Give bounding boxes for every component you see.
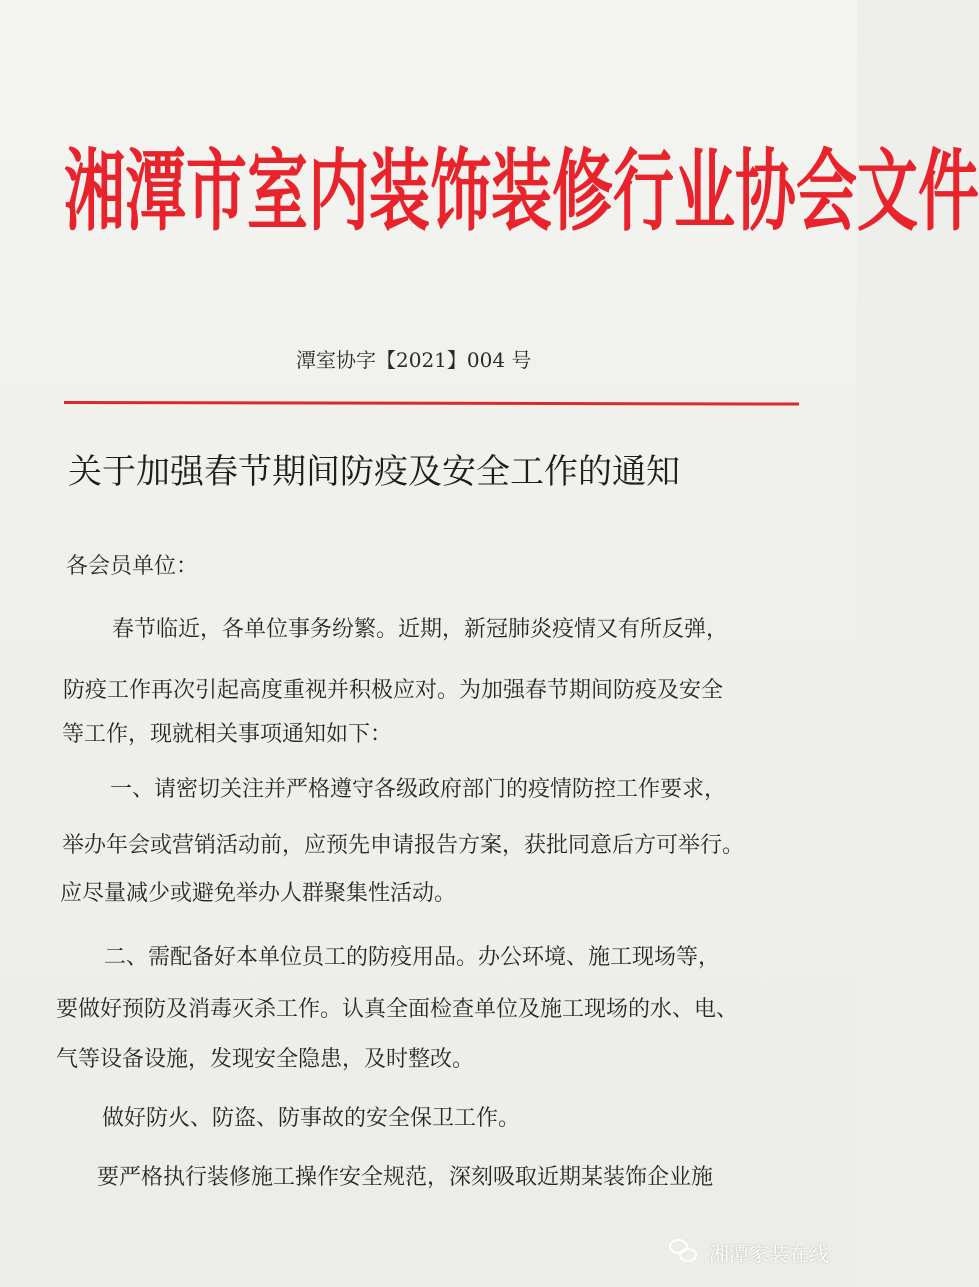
org-title: 湘潭市室内装饰装修行业协会文件 [64, 140, 979, 244]
body-line: 要做好预防及消毒灭杀工作。认真全面检查单位及施工现场的水、电、 [56, 997, 739, 1022]
body-line: 气等设备设施，发现安全隐患，及时整改。 [56, 1047, 475, 1072]
body-line: 举办年会或营销活动前，应预先申请报告方案，获批同意后方可举行。 [62, 833, 745, 858]
watermark-text: 湘潭家装在线 [709, 1242, 829, 1266]
body-line: 等工作，现就相关事项通知如下： [62, 722, 393, 747]
wechat-icon [669, 1239, 701, 1267]
body-line: 二、需配备好本单位员工的防疫用品。办公环境、施工现场等， [104, 945, 721, 970]
body-line: 做好防火、防盗、防事故的安全保卫工作。 [102, 1106, 521, 1131]
document-number: 潭室协字【2021】004 号 [296, 348, 532, 372]
body-line: 应尽量减少或避免举办人群聚集性活动。 [60, 881, 457, 906]
body-line: 春节临近，各单位事务纷繁。近期，新冠肺炎疫情又有所反弹， [112, 617, 729, 642]
salutation: 各会员单位： [66, 554, 199, 579]
watermark [669, 1238, 829, 1267]
body-line: 一、请密切关注并严格遵守各级政府部门的疫情防控工作要求， [110, 777, 727, 802]
notice-title: 关于加强春节期间防疫及安全工作的通知 [68, 452, 680, 492]
red-divider [64, 401, 799, 406]
body-line: 防疫工作再次引起高度重视并积极应对。为加强春节期间防疫及安全 [63, 678, 724, 703]
body-line: 要严格执行装修施工操作安全规范，深刻吸取近期某装饰企业施 [97, 1165, 714, 1190]
